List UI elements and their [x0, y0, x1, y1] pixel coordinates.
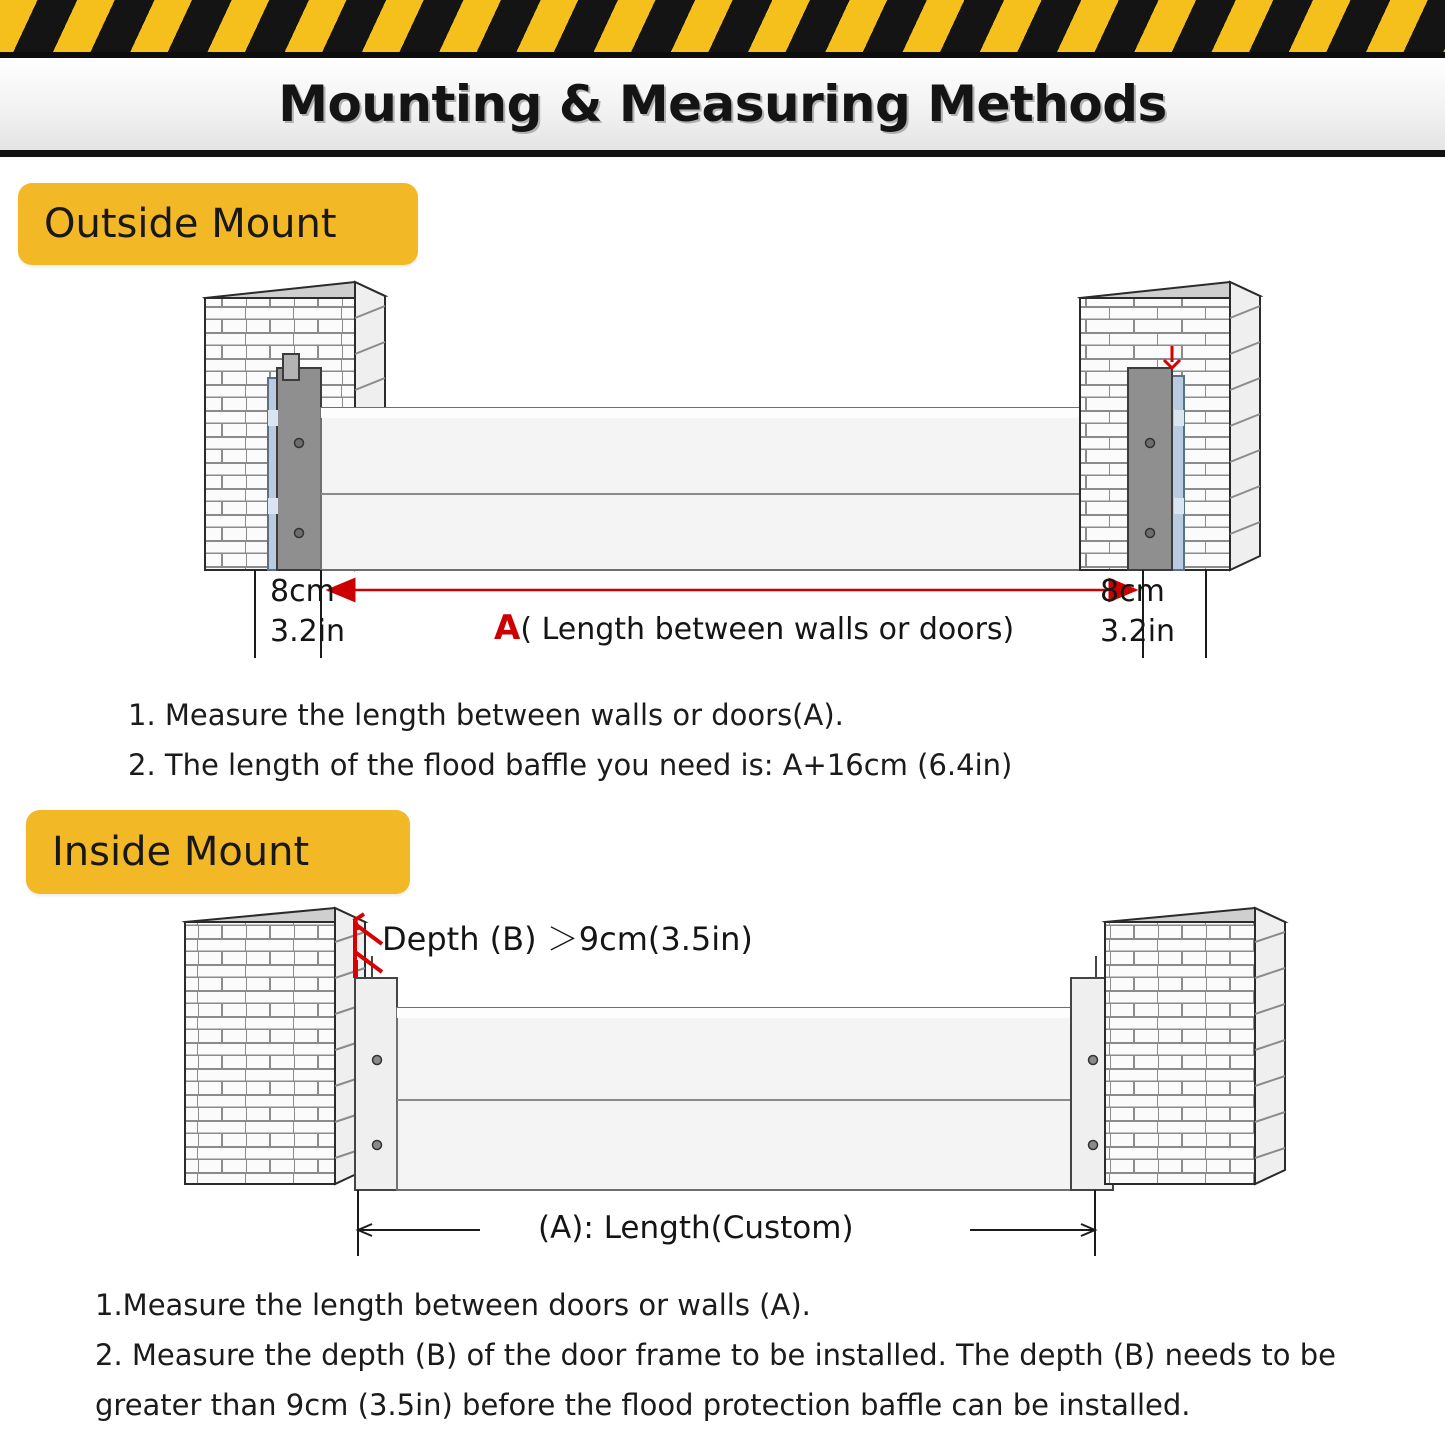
dimension-a-description: ( Length between walls or doors)	[520, 612, 1015, 647]
outside-step-1: 1. Measure the length between walls or doors(A).	[128, 698, 844, 732]
page-title: Mounting & Measuring Methods	[278, 75, 1167, 133]
right-wall-pillar	[1105, 908, 1285, 1184]
title-band	[0, 58, 1445, 157]
flood-baffle-panel	[321, 408, 1143, 570]
outside-step-2: 2. The length of the flood baffle you need is: A+16cm (6.4in)	[128, 748, 1013, 782]
left-gap-cm-label: 8cm	[270, 574, 335, 609]
inside-step-1: 1.Measure the length between doors or walls (A).	[95, 1288, 811, 1322]
right-gap-in-label: 3.2in	[1100, 614, 1176, 649]
outside-mount-steps	[128, 690, 1328, 790]
left-mounting-bracket	[355, 956, 397, 1190]
left-wall-pillar	[185, 908, 365, 1184]
left-mounting-bracket	[268, 354, 321, 570]
depth-b-label: Depth (B) ＞9cm(3.5in)	[382, 920, 753, 958]
outside-mount-diagram	[150, 268, 1310, 668]
section-badge-inside-mount-label: Inside Mount	[52, 829, 310, 875]
inside-mount-steps	[95, 1280, 1385, 1430]
inside-step-2: 2. Measure the depth (B) of the door frame to be installed. The depth (B) needs to be greater than 9cm (3.5in) before the flood protection baffle can be installed.	[95, 1338, 1336, 1422]
right-gap-cm-label: 8cm	[1100, 574, 1165, 609]
hazard-stripe-banner	[0, 0, 1445, 61]
section-badge-inside-mount	[26, 810, 410, 894]
left-gap-in-label: 3.2in	[270, 614, 346, 649]
dimension-marker-a: A	[494, 608, 521, 648]
section-badge-outside-mount	[18, 183, 418, 265]
section-badge-outside-mount-label: Outside Mount	[44, 201, 337, 247]
length-custom-label: (A): Length(Custom)	[538, 1210, 854, 1246]
inside-mount-diagram	[150, 900, 1310, 1260]
right-mounting-bracket	[1128, 346, 1184, 570]
length-a-caption	[494, 608, 1014, 648]
flood-baffle-panel	[397, 1008, 1071, 1190]
